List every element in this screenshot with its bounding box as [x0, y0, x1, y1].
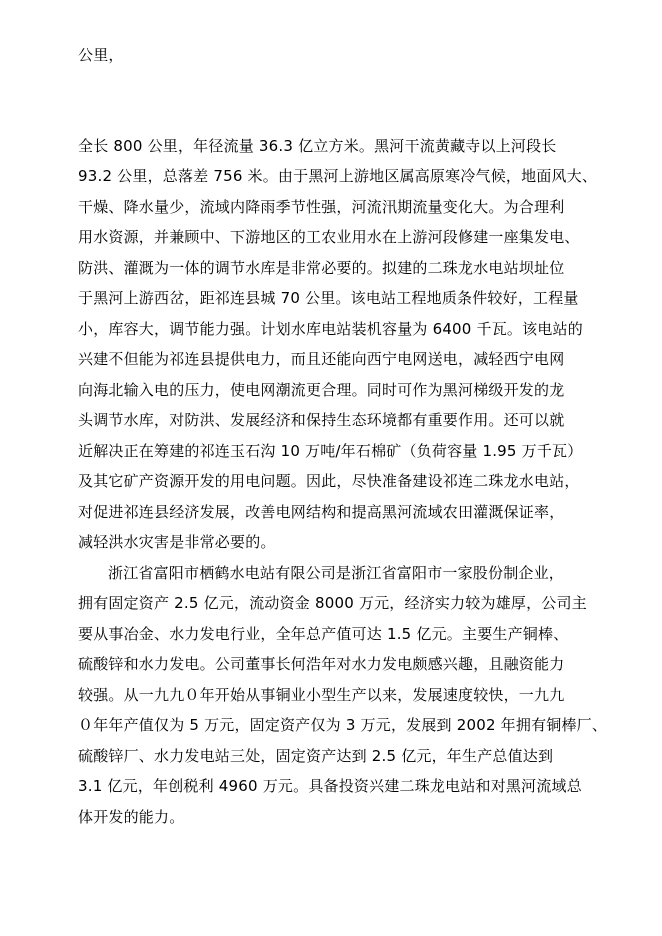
- text-line: 要从事冶金、水力发电行业，全年总产值可达 1.5 亿元。主要生产铜棒、: [78, 625, 569, 643]
- text-line: 较强。从一九九０年开始从事铜业小型生产以来，发展速度较快，一九九: [78, 686, 565, 704]
- text-line: 及其它矿产资源开发的用电问题。因此，尽快准备建设祁连二珠龙水电站，: [78, 472, 580, 490]
- text-line: 全长 800 公里，年径流量 36.3 亿立方米。黑河干流黄藏寺以上河段长: [78, 137, 557, 155]
- text-line: 浙江省富阳市栖鹤水电站有限公司是浙江省富阳市一家股份制企业，: [108, 564, 565, 582]
- text-line: 防洪、灌溉为一体的调节水库是非常必要的。拟建的二珠龙水电站坝址位: [78, 259, 565, 277]
- text-line: 对促进祁连县经济发展，改善电网结构和提高黑河流域农田灌溉保证率，: [78, 503, 565, 521]
- text-line: 头调节水库，对防洪、发展经济和保持生态环境都有重要作用。还可以就: [78, 411, 565, 429]
- text-line: 减轻洪水灾害是非常必要的。: [78, 533, 276, 551]
- text-line: 硫酸锌厂、水力发电站三处，固定资产达到 2.5 亿元，年生产总值达到: [78, 747, 554, 765]
- text-line: 用水资源，并兼顾中、下游地区的工农业用水在上游河段修建一座集发电、: [78, 228, 580, 246]
- text-line: 3.1 亿元，年创税利 4960 万元。具备投资兴建二珠龙电站和对黑河流域总: [78, 777, 582, 795]
- text-line: ０年年产值仅为 5 万元，固定资产仅为 3 万元，发展到 2002 年拥有铜棒厂、: [78, 716, 608, 734]
- text-line: 硫酸锌和水力发电。公司董事长何浩年对水力发电颇感兴趣，且融资能力: [78, 655, 565, 673]
- text-line: 于黑河上游西岔，距祁连县城 70 公里。该电站工程地质条件较好，工程量: [78, 289, 579, 307]
- text-line: 兴建不但能为祁连县提供电力，而且还能向西宁电网送电，减轻西宁电网: [78, 350, 565, 368]
- text-line: 93.2 公里，总落差 756 米。由于黑河上游地区属高原寒冷气候，地面风大、: [78, 167, 598, 185]
- text-line: 干燥、降水量少，流域内降雨季节性强，河流汛期流量变化大。为合理利: [78, 198, 565, 216]
- text-line: 拥有固定资产 2.5 亿元，流动资金 8000 万元，经济实力较为雄厚，公司主: [78, 594, 587, 612]
- text-line: 体开发的能力。: [78, 808, 185, 826]
- text-line: 向海北输入电的压力，使电网潮流更合理。同时可作为黑河梯级开发的龙: [78, 381, 565, 399]
- text-line: 公里，: [78, 46, 124, 64]
- text-line: 近解决正在筹建的祁连玉石沟 10 万吨/年石棉矿（负荷容量 1.95 万千瓦）: [78, 442, 583, 460]
- text-line: 小，库容大，调节能力强。计划水库电站装机容量为 6400 千瓦。该电站的: [78, 320, 583, 338]
